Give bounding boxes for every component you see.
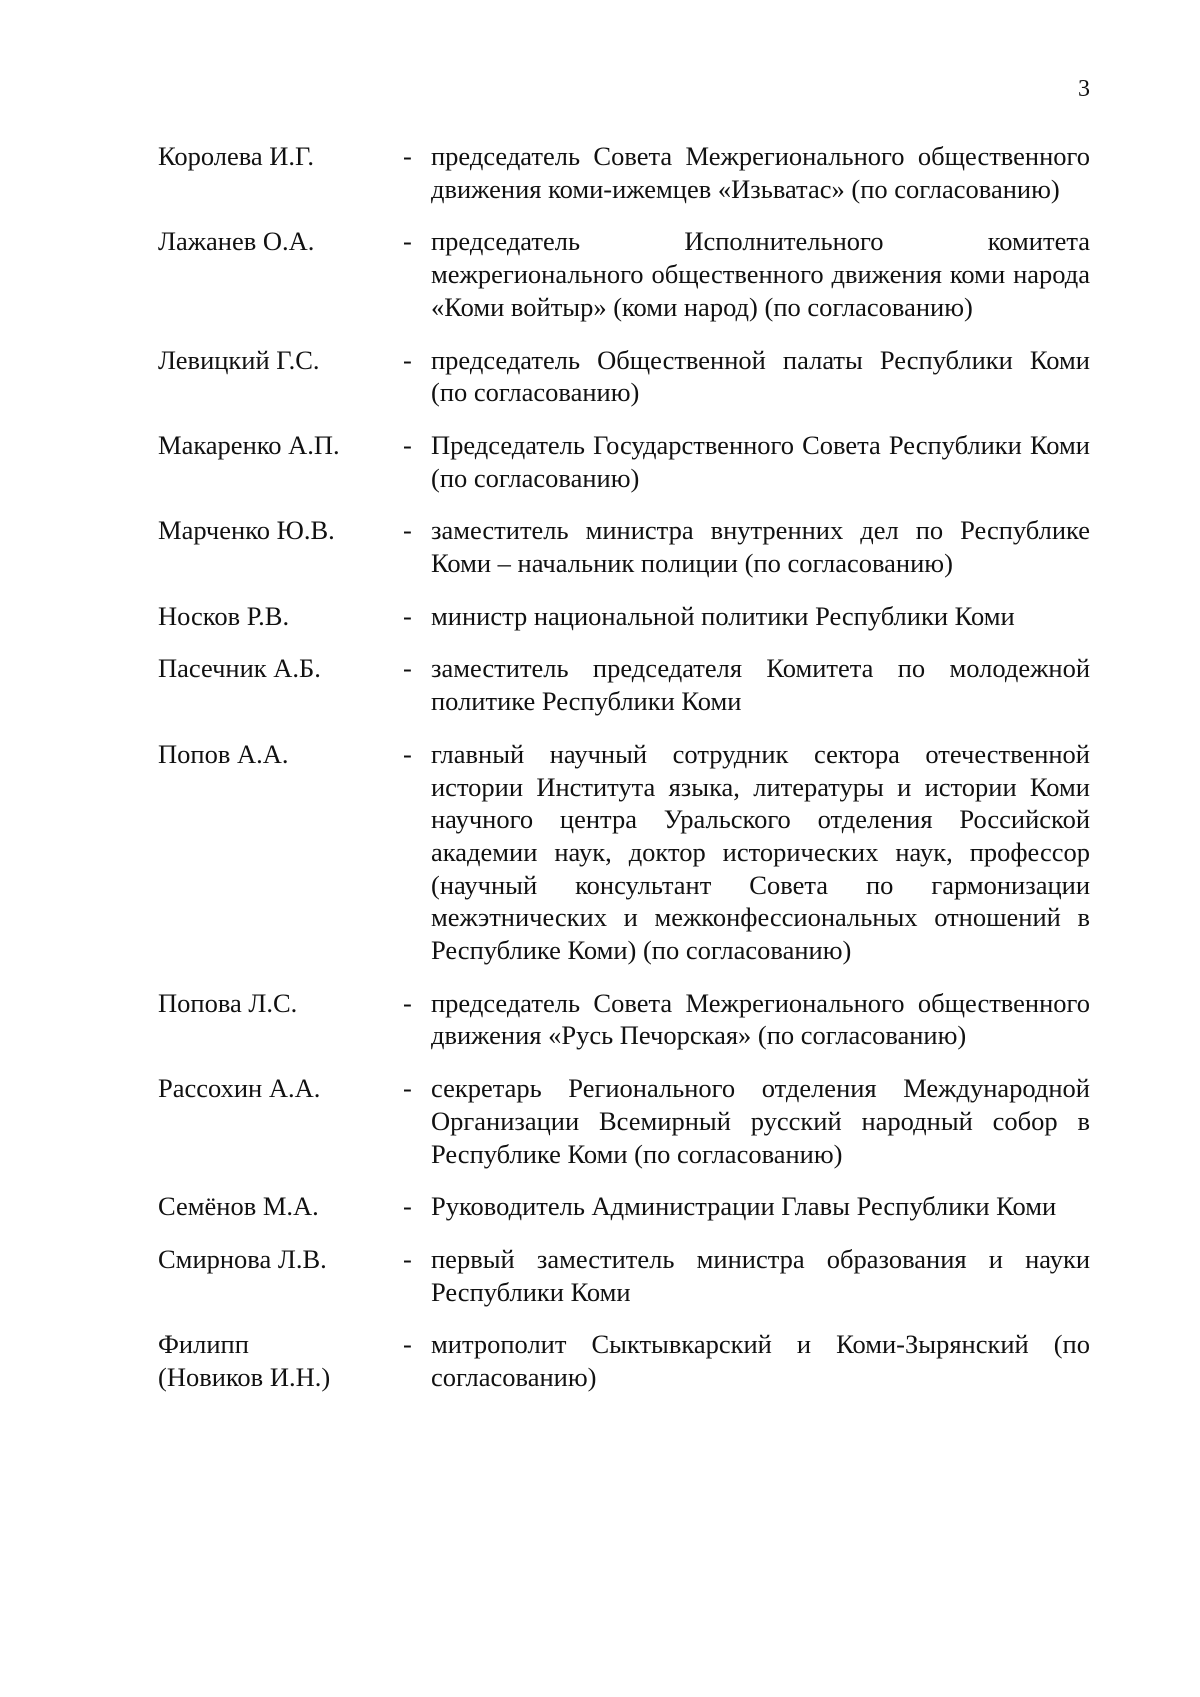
member-role: первый заместитель министра образования и науки Республики Коми — [431, 1243, 1090, 1307]
list-item — [158, 738, 1090, 967]
member-role: председатель Общественной палаты Республики Коми (по согласованию) — [431, 344, 1090, 408]
list-item — [158, 344, 1090, 409]
member-name: Носков Р.В. — [158, 600, 290, 631]
member-role: председатель Совета Межрегионального общественного движения коми-ижемцев «Изьватас» (по согласованию) — [431, 141, 1090, 204]
member-name: Королева И.Г. — [158, 141, 315, 171]
member-name: Лажанев О.А. — [158, 226, 315, 257]
member-role: председатель Совета Межрегионального общественного движения «Русь Печорская» (по согласованию) — [431, 987, 1090, 1051]
member-role: Руководитель Администрации Главы Республики Коми — [431, 1191, 1057, 1222]
member-dash: - — [403, 1073, 412, 1104]
member-dash: - — [403, 344, 412, 375]
member-name: Пасечник А.Б. — [158, 653, 321, 684]
member-dash: - — [403, 600, 412, 631]
member-name: Семёнов М.А. — [158, 1191, 319, 1222]
list-item — [158, 987, 1090, 1052]
member-role: председатель Исполнительного комитета межрегионального общественного движения коми народа «Коми войтыр» (коми народ) (по согласованию) — [431, 226, 1090, 322]
member-dash: - — [403, 987, 412, 1018]
member-role: главный научный сотрудник сектора отечественной истории Института языка, литературы и истории Коми научного центра Уральского отделения Российской академии наук, доктор исторических наук, профессор (научный консультант Совета по гармонизации межэтнических и межконфессиональных отношений в Республике Коми) (по согласованию) — [431, 738, 1090, 966]
member-role: министр национальной политики Республики Коми — [431, 600, 1015, 631]
member-name: Филипп (Новиков И.Н.) — [158, 1329, 331, 1393]
list-item — [158, 600, 1090, 633]
page-number: 3 — [1078, 76, 1090, 102]
member-dash: - — [403, 653, 412, 684]
list-item — [158, 225, 1090, 323]
member-role: секретарь Регионального отделения Международной Организации Всемирный русский народный собор в Республике Коми (по согласованию) — [431, 1073, 1090, 1169]
member-name: Рассохин А.А. — [158, 1073, 321, 1104]
list-item — [158, 429, 1090, 494]
member-role: Председатель Государственного Совета Республики Коми (по согласованию) — [431, 429, 1090, 493]
list-item — [158, 140, 1090, 205]
member-dash: - — [403, 515, 412, 546]
member-name: Попова Л.С. — [158, 987, 298, 1018]
member-role: митрополит Сыктывкарский и Коми-Зырянский (по согласованию) — [431, 1329, 1090, 1393]
members-list — [158, 140, 1090, 1414]
member-name: Попов А.А. — [158, 738, 289, 769]
member-dash: - — [403, 1243, 412, 1274]
member-name: Смирнова Л.В. — [158, 1243, 327, 1274]
member-name: Марченко Ю.В. — [158, 515, 335, 546]
member-dash: - — [403, 1329, 412, 1360]
list-item — [158, 1243, 1090, 1308]
list-item — [158, 1328, 1090, 1393]
member-dash: - — [403, 429, 412, 460]
list-item — [158, 514, 1090, 579]
member-dash: - — [403, 1191, 412, 1222]
list-item — [158, 1072, 1090, 1170]
member-dash: - — [403, 226, 412, 257]
list-item — [158, 1190, 1090, 1223]
member-role: заместитель председателя Комитета по молодежной политике Республики Коми — [431, 653, 1090, 717]
list-item — [158, 652, 1090, 717]
member-name: Макаренко А.П. — [158, 429, 340, 460]
member-name: Левицкий Г.С. — [158, 344, 320, 375]
member-dash: - — [403, 141, 412, 171]
member-role: заместитель министра внутренних дел по Республике Коми – начальник полиции (по согласованию) — [431, 515, 1090, 579]
member-dash: - — [403, 738, 412, 769]
